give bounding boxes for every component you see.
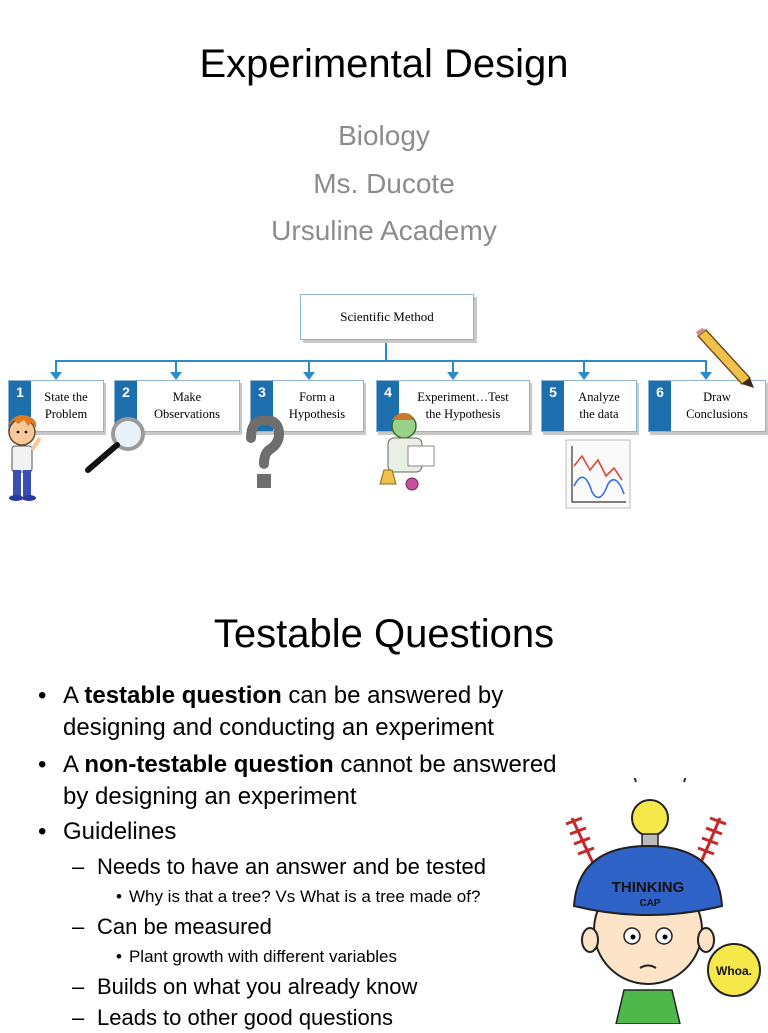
arrow-down-icon <box>170 372 182 380</box>
step-label: Experiment…Test the Hypothesis <box>417 390 509 421</box>
data-graph-clipart <box>564 436 636 512</box>
connector-bar <box>55 360 707 362</box>
step-label: State the Problem <box>44 390 88 421</box>
step-label: Form a Hypothesis <box>288 390 346 421</box>
guideline-example: • Why is that a tree? Vs What is a tree made of? <box>116 887 481 906</box>
thinking-boy-clipart <box>2 410 46 502</box>
guideline-item: – Can be measured <box>72 914 272 939</box>
arrow-down-icon <box>50 372 62 380</box>
bullet-testable <box>38 680 558 744</box>
cap-text: THINKING <box>611 879 685 896</box>
bullet-dot: • <box>38 751 47 778</box>
step-number: 4 <box>377 381 399 431</box>
subtitle-subject: Biology <box>338 120 430 151</box>
step-number: 5 <box>542 381 564 431</box>
bullet-pre: A <box>63 682 85 709</box>
slide2-title: Testable Questions <box>213 612 555 656</box>
bullet-dot: • <box>38 682 47 709</box>
bullet-post: cannot be answered by designing an experiment <box>63 751 557 810</box>
subtitle-teacher: Ms. Ducote <box>313 168 455 199</box>
speech-text: Whoa. <box>716 964 752 978</box>
step-number: 1 <box>9 381 31 431</box>
step-label: Analyze the data <box>578 390 620 421</box>
magnifying-glass-icon <box>84 414 150 474</box>
guideline-item: – Builds on what you already know <box>72 974 418 999</box>
bullet-non-testable <box>38 749 558 813</box>
slide1-title: Experimental Design <box>199 42 569 86</box>
arrow-down-icon <box>447 372 459 380</box>
arrow-down-icon <box>578 372 590 380</box>
bullet-guidelines <box>38 816 558 848</box>
step-box-5 <box>541 380 637 432</box>
connector-trunk <box>385 339 387 361</box>
step-label: Draw Conclusions <box>686 390 748 421</box>
step-label: Make Observations <box>154 390 220 421</box>
guideline-item: – Needs to have an answer and be tested <box>72 854 486 879</box>
light-bulb-icon <box>632 778 686 848</box>
question-mark-icon <box>243 416 285 494</box>
guideline-example: • Plant growth with different variables <box>116 947 398 966</box>
bullet-dot: • <box>38 818 47 845</box>
cap-text-small: CAP <box>639 898 661 909</box>
bullet-bold: non-testable question <box>84 751 334 778</box>
subtitle-school: Ursuline Academy <box>271 215 497 246</box>
bullet-bold: testable question <box>84 682 282 709</box>
bullet-text: Guidelines <box>63 818 177 845</box>
step-number: 3 <box>251 381 273 431</box>
scientist-clipart <box>374 408 440 494</box>
diagram-root-box <box>300 294 474 340</box>
arrow-down-icon <box>303 372 315 380</box>
bullet-post: can be answered by designing and conducting an experiment <box>63 682 504 741</box>
pencil-icon <box>692 326 756 390</box>
bullet-pre: A <box>63 751 85 778</box>
slide-divider <box>0 560 768 561</box>
diagram-root-label: Scientific Method <box>340 309 434 324</box>
thinking-cap-cartoon <box>560 778 768 1024</box>
step-number: 6 <box>649 381 671 431</box>
step-number: 2 <box>115 381 137 431</box>
guideline-item: – Leads to other good questions <box>72 1005 394 1030</box>
